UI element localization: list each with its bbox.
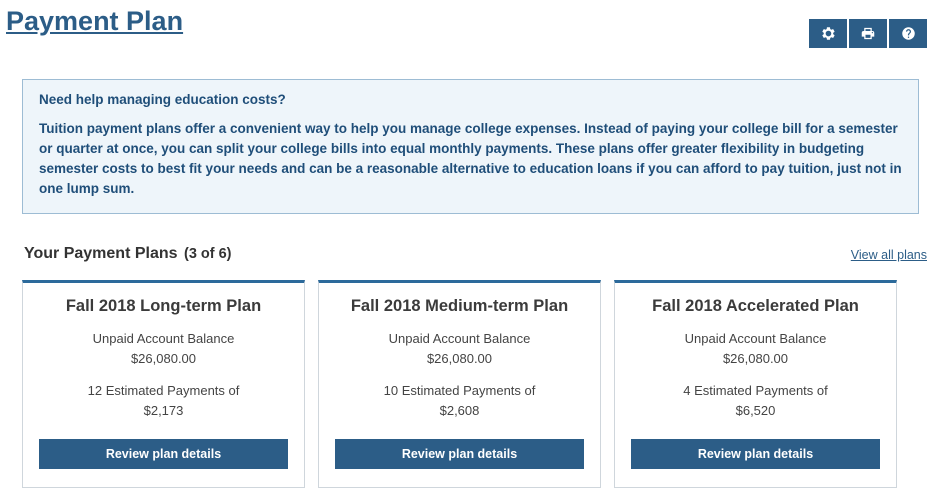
spacer	[39, 369, 288, 381]
print-icon-button[interactable]	[849, 19, 887, 48]
plan-title: Fall 2018 Accelerated Plan	[652, 297, 859, 315]
plan-payments-label: 4 Estimated Payments of	[683, 383, 828, 398]
page-title: Payment Plan	[6, 6, 184, 36]
plan-payments-value: $2,173	[143, 403, 184, 418]
review-plan-details-button[interactable]: Review plan details	[335, 439, 584, 469]
plan-payments-label: 10 Estimated Payments of	[383, 383, 536, 398]
view-all-plans-link[interactable]: View all plans	[850, 248, 927, 262]
payment-plan-card	[318, 280, 601, 488]
spacer	[335, 369, 584, 381]
help-icon-button[interactable]	[889, 19, 927, 48]
plan-balance-value: $26,080.00	[426, 351, 493, 366]
payment-plan-card	[614, 280, 897, 488]
review-plan-details-button[interactable]: Review plan details	[39, 439, 288, 469]
section-title: Your Payment Plans	[24, 245, 178, 262]
page-header	[0, 0, 943, 56]
plan-payments-value: $6,520	[735, 403, 776, 418]
plan-balance-label: Unpaid Account Balance	[388, 331, 531, 346]
help-icon	[901, 26, 916, 41]
section-count: (3 of 6)	[183, 246, 232, 262]
plan-payments-label: 12 Estimated Payments of	[87, 383, 240, 398]
gear-icon-button[interactable]	[809, 19, 847, 48]
payment-plans-section-header	[24, 245, 927, 269]
plan-title: Fall 2018 Long-term Plan	[65, 297, 262, 315]
info-callout	[22, 79, 919, 214]
plan-balance-value: $26,080.00	[722, 351, 789, 366]
header-icon-group	[809, 19, 927, 48]
spacer	[631, 369, 880, 381]
plan-balance-label: Unpaid Account Balance	[684, 331, 827, 346]
plan-balance-value: $26,080.00	[130, 351, 197, 366]
review-plan-details-button[interactable]: Review plan details	[631, 439, 880, 469]
payment-plan-card	[22, 280, 305, 488]
plan-title: Fall 2018 Medium-term Plan	[350, 297, 569, 315]
print-icon	[860, 26, 876, 41]
gear-icon	[821, 26, 836, 41]
plan-balance-label: Unpaid Account Balance	[92, 331, 235, 346]
info-callout-title: Need help managing education costs?	[39, 92, 286, 107]
payment-plan-card-list	[22, 280, 921, 488]
plan-payments-value: $2,608	[439, 403, 480, 418]
info-callout-body: Tuition payment plans offer a convenient way to help you manage college expenses. Instead of paying your college bill for a semester or quarter at once, you can split your college bills into equal monthly payments. These plans offer greater flexibility in budgeting semester costs to best fit your needs and can be a reasonable alternative to education loans if you can afford to pay tuition, just not in one lump sum.	[39, 121, 902, 196]
